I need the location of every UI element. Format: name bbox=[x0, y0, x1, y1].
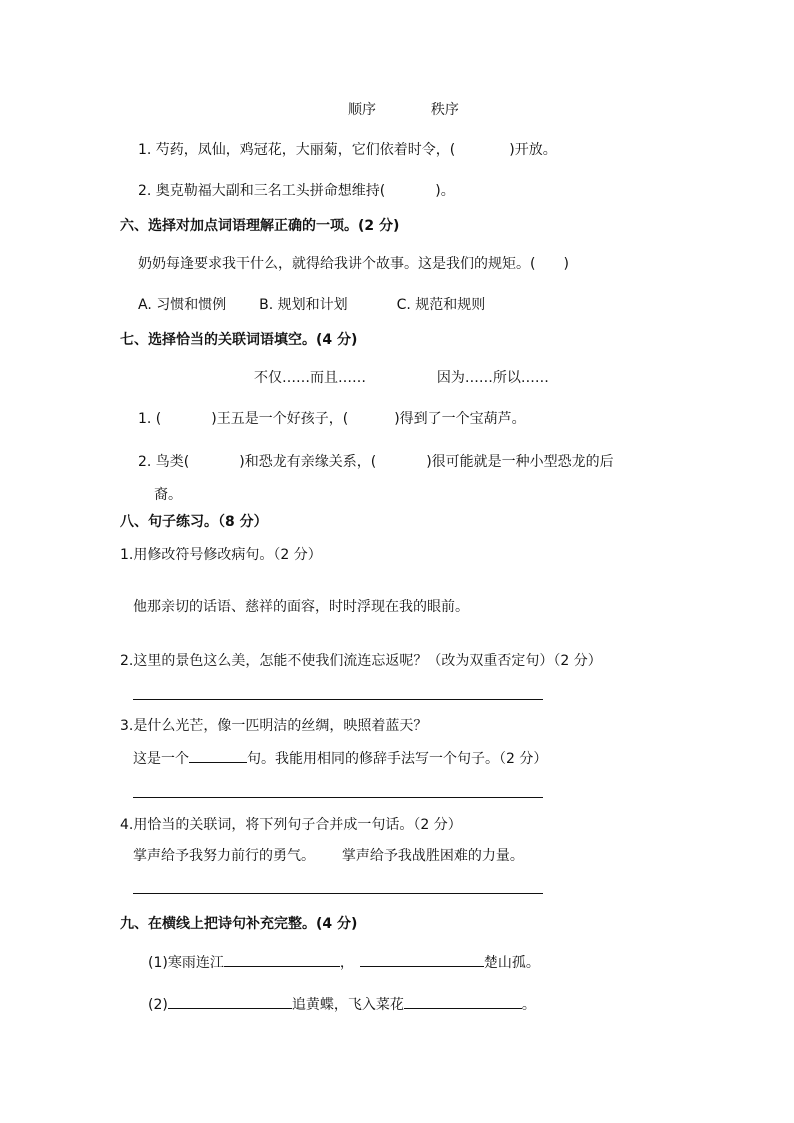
section-6-title: 六、选择对加点词语理解正确的一项。(2 分) bbox=[120, 218, 400, 234]
poem-line-1: (1)寒雨连江 ， 楚山孤。 bbox=[148, 952, 540, 972]
question-8-3-prompt: 3.是什么光芒，像一匹明洁的丝绸，映照着蓝天？ bbox=[120, 718, 428, 734]
section-8-title: 八、句子练习。（8 分） bbox=[120, 514, 268, 530]
question-7-1: 1. ( )王五是一个好孩子，( )得到了一个宝葫芦。 bbox=[138, 411, 526, 427]
answer-blank[interactable] bbox=[404, 994, 522, 1009]
section-9-title: 九、在横线上把诗句补充完整。(4 分) bbox=[120, 916, 358, 932]
answer-blank[interactable] bbox=[224, 952, 340, 967]
sentence-2: 掌声给予我战胜困难的力量。 bbox=[341, 848, 524, 864]
conjunction-option-a: 不仅……而且…… bbox=[254, 370, 366, 386]
section-7-title: 七、选择恰当的关联词语填空。(4 分) bbox=[120, 332, 358, 348]
question-7-2: 2. 鸟类( )和恐龙有亲缘关系，( )很可能就是一种小型恐龙的后 bbox=[138, 454, 614, 470]
question-7-2-wrap: 裔。 bbox=[154, 487, 182, 503]
question-5-1: 1. 芍药，凤仙，鸡冠花，大丽菊，它们依着时令，( )开放。 bbox=[138, 142, 557, 158]
option-c[interactable]: C. 规范和规则 bbox=[396, 297, 486, 313]
question-8-4-sentences bbox=[133, 846, 524, 866]
answer-blank[interactable] bbox=[360, 952, 484, 967]
question-8-1-prompt: 1.用修改符号修改病句。（2 分） bbox=[120, 547, 322, 563]
question-8-4-prompt: 4.用恰当的关联词，将下列句子合并成一句话。（2 分） bbox=[120, 817, 462, 833]
conjunction-choice-row bbox=[254, 368, 549, 388]
answer-line[interactable] bbox=[133, 893, 543, 894]
sentence-1: 掌声给予我努力前行的勇气。 bbox=[133, 848, 315, 864]
option-b[interactable]: B. 规划和计划 bbox=[259, 297, 348, 313]
word-option-a: 顺序 bbox=[348, 102, 376, 118]
answer-line[interactable] bbox=[133, 797, 543, 798]
question-8-2-prompt: 2.这里的景色这么美，怎能不使我们流连忘返呢？（改为双重否定句）（2 分） bbox=[120, 653, 602, 669]
question-8-3-fill: 这是一个 句。我能用相同的修辞手法写一个句子。（2 分） bbox=[133, 748, 547, 768]
word-choice-row bbox=[348, 100, 459, 120]
question-6-sentence: 奶奶每逢要求我干什么，就得给我讲个故事。这是我们的规矩。( ) bbox=[138, 256, 569, 272]
question-8-1-sentence: 他那亲切的话语、慈祥的面容，时时浮现在我的眼前。 bbox=[133, 599, 469, 615]
question-5-2: 2. 奥克勒福大副和三名工头拼命想维持( )。 bbox=[138, 183, 455, 199]
conjunction-option-b: 因为……所以…… bbox=[436, 370, 549, 386]
poem-line-2: (2) 追黄蝶，飞入菜花 。 bbox=[148, 994, 536, 1014]
option-a[interactable]: A. 习惯和惯例 bbox=[138, 297, 227, 313]
answer-line[interactable] bbox=[133, 699, 543, 700]
answer-blank[interactable] bbox=[168, 994, 292, 1009]
answer-blank[interactable] bbox=[189, 748, 247, 763]
question-6-options bbox=[138, 295, 485, 315]
word-option-b: 秩序 bbox=[430, 102, 459, 118]
